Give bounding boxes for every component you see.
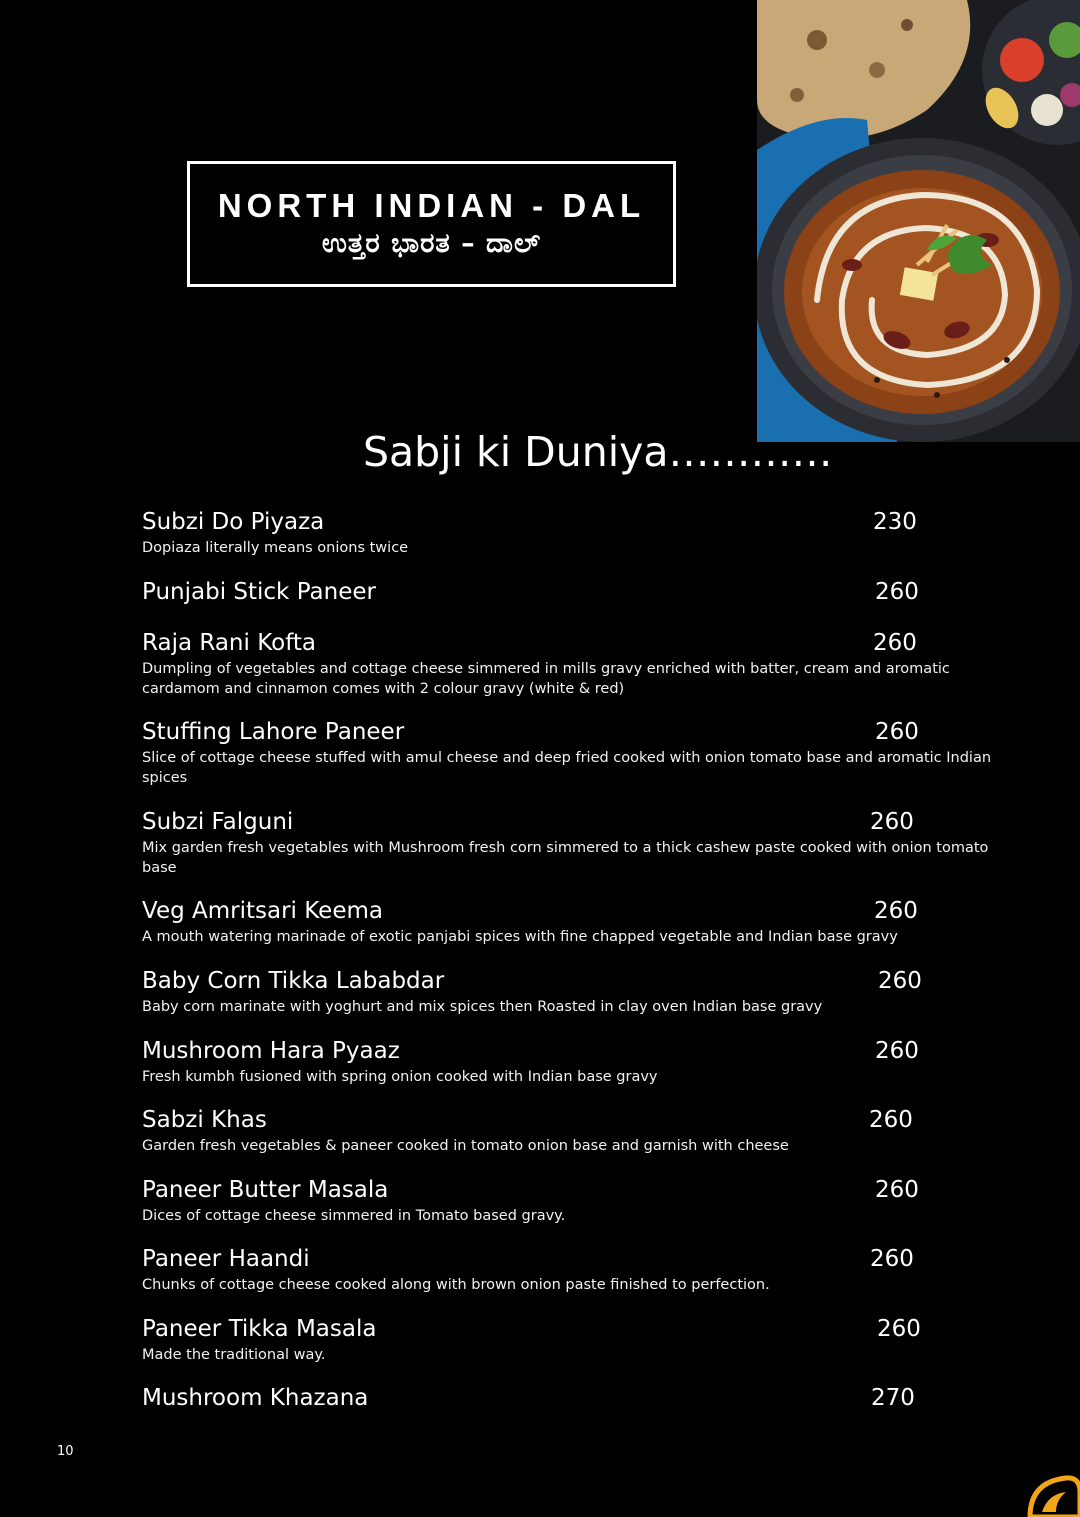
menu-item xyxy=(142,1104,1002,1174)
menu-item xyxy=(142,965,1002,1035)
item-name: Veg Amritsari Keema xyxy=(142,898,383,924)
item-price: 230 xyxy=(873,509,917,535)
brand-logo-icon xyxy=(1026,1472,1080,1517)
item-name: Subzi Falguni xyxy=(142,809,294,835)
item-description: Dumpling of vegetables and cottage cheese simmered in mills gravy enriched with batter, cream and aromatic cardamom and cinnamon comes with 2 colour gravy (white & red) xyxy=(142,661,950,697)
menu-item xyxy=(142,1313,1002,1382)
item-description: Garden fresh vegetables & paneer cooked in tomato onion base and garnish with cheese xyxy=(142,1138,789,1154)
item-price: 270 xyxy=(871,1385,915,1411)
item-price: 260 xyxy=(869,1107,913,1133)
item-description: Dices of cottage cheese simmered in Tomato based gravy. xyxy=(142,1208,566,1224)
menu-item xyxy=(142,627,1002,716)
section-subtitle: Sabji ki Duniya………… xyxy=(363,428,833,476)
section-title-box xyxy=(187,161,676,287)
item-price: 260 xyxy=(875,1038,919,1064)
item-description: A mouth watering marinade of exotic panjabi spices with fine chapped vegetable and Indian base gravy xyxy=(142,929,898,945)
menu-item xyxy=(142,1174,1002,1243)
item-price: 260 xyxy=(870,809,914,835)
item-price: 260 xyxy=(874,898,918,924)
item-description: Baby corn marinate with yoghurt and mix spices then Roasted in clay oven Indian base gravy xyxy=(142,999,823,1015)
page-number: 10 xyxy=(57,1444,74,1459)
menu-item xyxy=(142,895,1002,965)
item-name: Paneer Haandi xyxy=(142,1246,310,1272)
item-price: 260 xyxy=(877,1316,921,1342)
item-description: Mix garden fresh vegetables with Mushroom fresh corn simmered to a thick cashew paste cooked with onion tomato base xyxy=(142,840,989,876)
menu-item xyxy=(142,506,1002,576)
item-name: Stuffing Lahore Paneer xyxy=(142,719,405,745)
item-name: Baby Corn Tikka Lababdar xyxy=(142,968,445,994)
item-name: Subzi Do Piyaza xyxy=(142,509,325,535)
item-price: 260 xyxy=(875,719,919,745)
item-price: 260 xyxy=(870,1246,914,1272)
menu-list xyxy=(142,506,1002,1422)
item-name: Mushroom Hara Pyaaz xyxy=(142,1038,400,1064)
menu-item xyxy=(142,1382,1002,1422)
item-price: 260 xyxy=(875,1177,919,1203)
item-price: 260 xyxy=(875,579,919,605)
item-name: Raja Rani Kofta xyxy=(142,630,317,656)
item-description: Fresh kumbh fusioned with spring onion cooked with Indian base gravy xyxy=(142,1069,658,1085)
menu-item xyxy=(142,576,1002,627)
item-description: Slice of cottage cheese stuffed with amul cheese and deep fried cooked with onion tomato base and aromatic Indian spices xyxy=(142,750,992,786)
dal-makhani-photo xyxy=(757,0,1080,442)
item-name: Punjabi Stick Paneer xyxy=(142,579,376,605)
item-description: Made the traditional way. xyxy=(142,1347,326,1363)
item-price: 260 xyxy=(878,968,922,994)
item-name: Sabzi Khas xyxy=(142,1107,267,1133)
menu-item xyxy=(142,1035,1002,1104)
menu-item xyxy=(142,1243,1002,1313)
item-name: Paneer Butter Masala xyxy=(142,1177,389,1203)
item-description: Chunks of cottage cheese cooked along with brown onion paste finished to perfection. xyxy=(142,1277,770,1293)
item-description: Dopiaza literally means onions twice xyxy=(142,540,409,556)
title-kannada: ಉತ್ತರ ಭಾರತ – ದಾಲ್ xyxy=(321,228,542,260)
menu-item xyxy=(142,716,1002,806)
food-illustration xyxy=(757,0,1080,442)
item-name: Mushroom Khazana xyxy=(142,1385,369,1411)
item-price: 260 xyxy=(873,630,917,656)
title-english: NORTH INDIAN - DAL xyxy=(217,186,646,224)
item-name: Paneer Tikka Masala xyxy=(142,1316,377,1342)
menu-item xyxy=(142,806,1002,895)
